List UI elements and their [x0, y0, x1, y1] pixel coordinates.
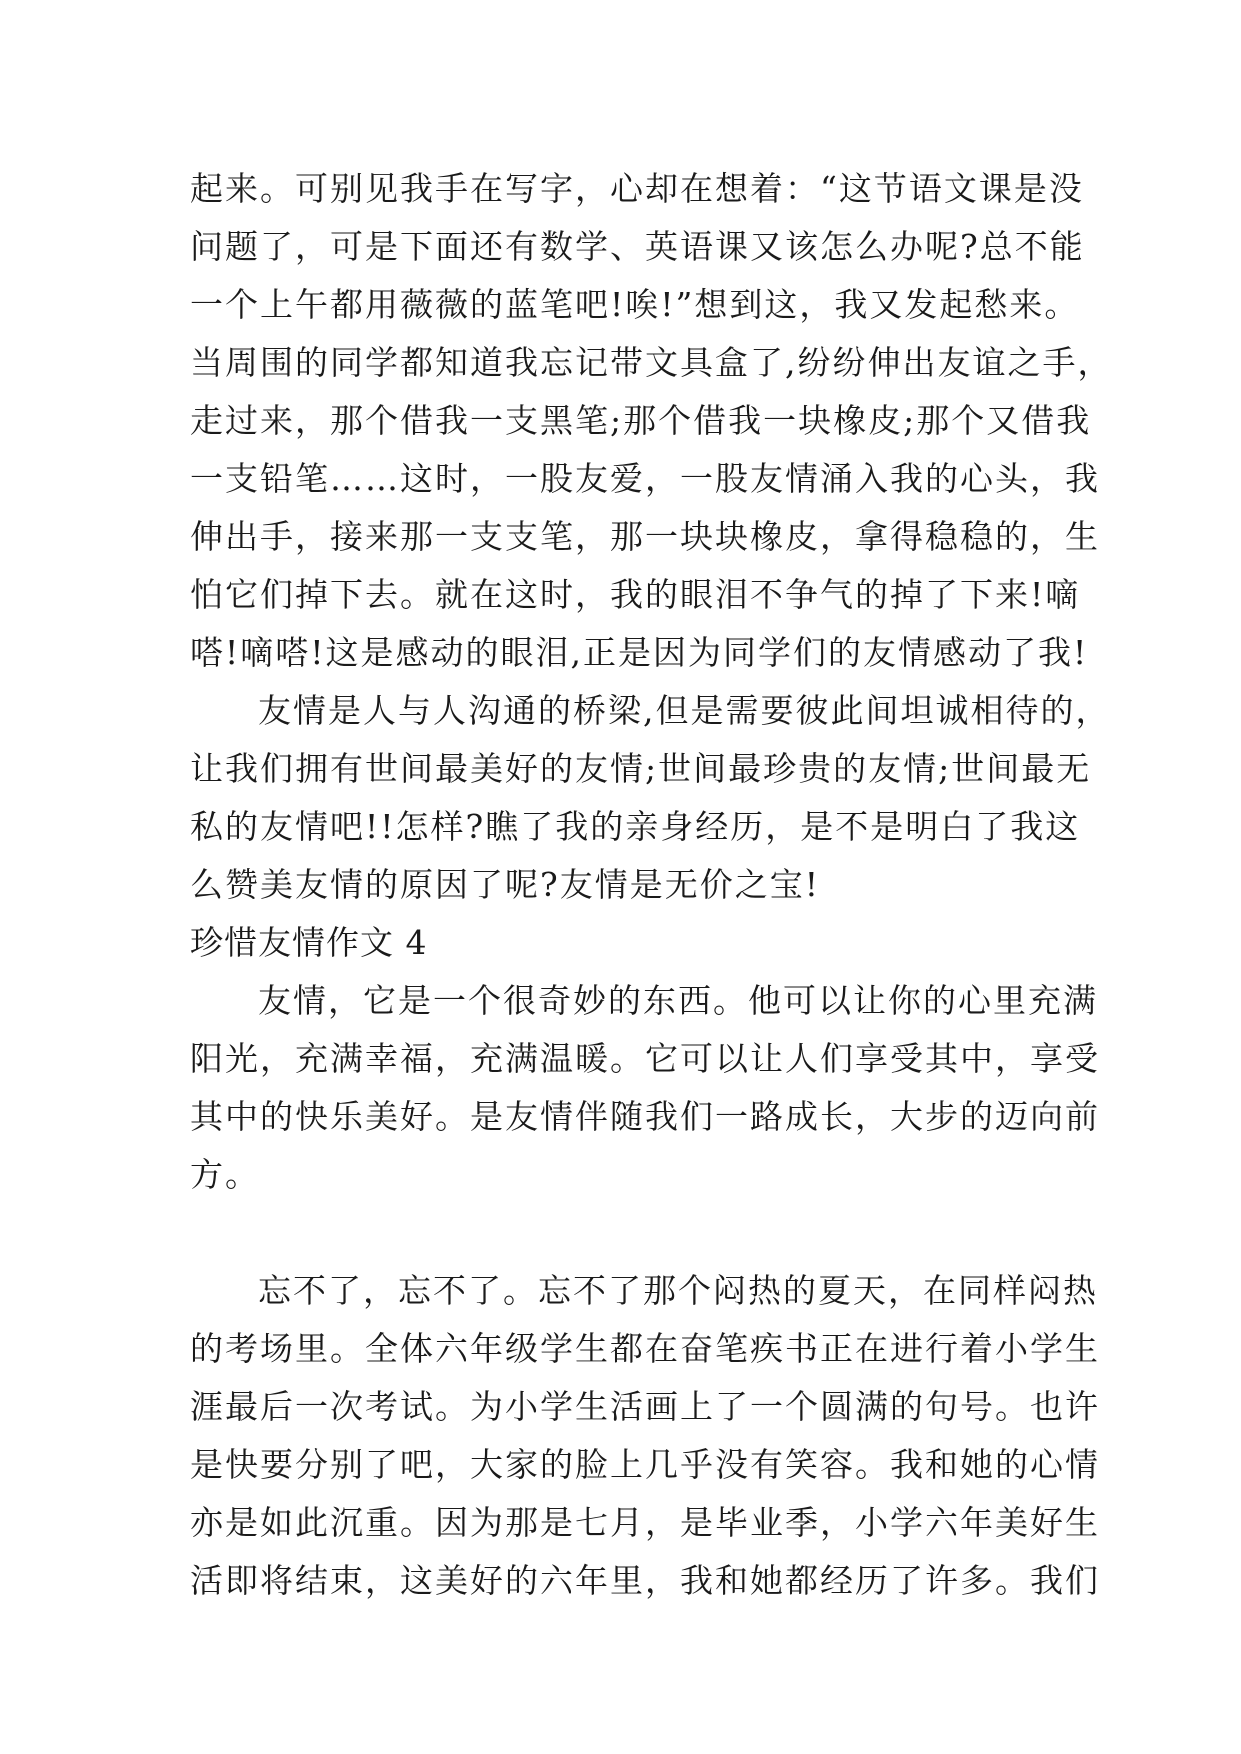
- text-line: 友情是人与人沟通的桥梁,但是需要彼此间坦诚相待的，: [258, 691, 1111, 730]
- text-line: 走过来，那个借我一支黑笔;那个借我一块橡皮;那个又借我: [190, 401, 1092, 440]
- text-line: 伸出手，接来那一支支笔，那一块块橡皮，拿得稳稳的，生: [190, 517, 1100, 556]
- text-line: 当周围的同学都知道我忘记带文具盒了,纷纷伸出友谊之手，: [190, 343, 1113, 382]
- text-line: 的考场里。全体六年级学生都在奋笔疾书正在进行着小学生: [190, 1329, 1100, 1368]
- text-line: 怕它们掉下去。就在这时，我的眼泪不争气的掉了下来!嘀: [190, 575, 1081, 614]
- blank-line: [190, 1204, 1070, 1262]
- text-line: 么赞美友情的原因了呢?友情是无价之宝!: [190, 865, 820, 904]
- text-line: 一个上午都用薇薇的蓝笔吧!唉!”想到这，我又发起愁来。: [190, 285, 1080, 324]
- text-line: 忘不了，忘不了。忘不了那个闷热的夏天，在同样闷热: [258, 1271, 1098, 1310]
- text-line: 其中的快乐美好。是友情伴随我们一路成长，大步的迈向前: [190, 1097, 1100, 1136]
- text-line: 涯最后一次考试。为小学生活画上了一个圆满的句号。也许: [190, 1387, 1100, 1426]
- text-line: 阳光，充满幸福，充满温暖。它可以让人们享受其中，享受: [190, 1039, 1100, 1078]
- text-line: 方。: [190, 1155, 260, 1194]
- text-line: 问题了，可是下面还有数学、英语课又该怎么办呢?总不能: [190, 227, 1085, 266]
- text-line: 嗒!嘀嗒!这是感动的眼泪,正是因为同学们的友情感动了我!: [190, 633, 1089, 672]
- section-heading: 珍惜友情作文 4: [190, 923, 428, 962]
- text-line: 友情，它是一个很奇妙的东西。他可以让你的心里充满: [258, 981, 1098, 1020]
- document-body: [190, 160, 1113, 1610]
- text-line: 活即将结束，这美好的六年里，我和她都经历了许多。我们: [190, 1561, 1100, 1600]
- text-line: 起来。可别见我手在写字，心却在想着：“这节语文课是没: [190, 169, 1084, 208]
- text-line: 亦是如此沉重。因为那是七月，是毕业季，小学六年美好生: [190, 1503, 1100, 1542]
- text-line: 私的友情吧!!怎样?瞧了我的亲身经历，是不是明白了我这: [190, 807, 1081, 846]
- text-line: 让我们拥有世间最美好的友情;世间最珍贵的友情;世间最无: [190, 749, 1092, 788]
- text-line: 是快要分别了吧，大家的脸上几乎没有笑容。我和她的心情: [190, 1445, 1100, 1484]
- text-line: 一支铅笔……这时，一股友爱，一股友情涌入我的心头，我: [190, 459, 1100, 498]
